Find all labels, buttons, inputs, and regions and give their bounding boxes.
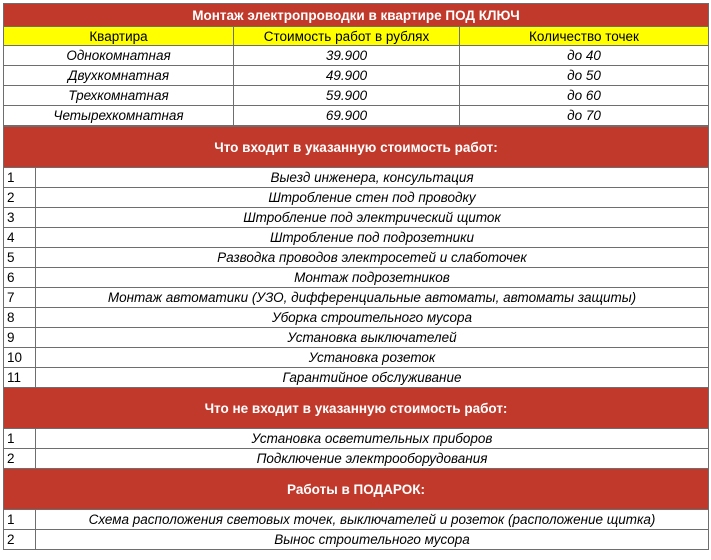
apartment-type: Трехкомнатная — [4, 86, 234, 106]
item-text: Штробление под электрический щиток — [36, 208, 709, 228]
item-text: Штробление под подрозетники — [36, 228, 709, 248]
work-price: 49.900 — [234, 66, 460, 86]
price-sheet — [3, 3, 708, 550]
list-item — [4, 308, 709, 328]
item-number: 6 — [4, 268, 36, 288]
points-count: до 40 — [460, 46, 709, 66]
list-item — [4, 530, 709, 550]
item-text: Установка осветительных приборов — [36, 429, 709, 449]
item-number: 1 — [4, 510, 36, 530]
item-text: Уборка строительного мусора — [36, 308, 709, 328]
list-item — [4, 208, 709, 228]
column-header-points: Количество точек — [460, 27, 709, 46]
item-text: Монтаж автоматики (УЗО, дифференциальные автоматы, автоматы защиты) — [36, 288, 709, 308]
item-number: 11 — [4, 368, 36, 388]
column-header-price: Стоимость работ в рублях — [234, 27, 460, 46]
list-item — [4, 348, 709, 368]
list-item — [4, 429, 709, 449]
item-number: 2 — [4, 188, 36, 208]
excluded-heading: Что не входит в указанную стоимость работ: — [4, 388, 709, 429]
list-item — [4, 228, 709, 248]
included-table — [3, 126, 709, 550]
list-item — [4, 168, 709, 188]
pricing-row — [4, 46, 709, 66]
item-text: Установка выключателей — [36, 328, 709, 348]
item-number: 2 — [4, 449, 36, 469]
pricing-row — [4, 66, 709, 86]
work-price: 69.900 — [234, 106, 460, 126]
item-text: Монтаж подрозетников — [36, 268, 709, 288]
item-text: Подключение электрооборудования — [36, 449, 709, 469]
list-item — [4, 449, 709, 469]
item-number: 10 — [4, 348, 36, 368]
item-text: Разводка проводов электросетей и слаботочек — [36, 248, 709, 268]
list-item — [4, 328, 709, 348]
item-text: Установка розеток — [36, 348, 709, 368]
list-item — [4, 288, 709, 308]
points-count: до 50 — [460, 66, 709, 86]
list-item — [4, 268, 709, 288]
included-heading: Что входит в указанную стоимость работ: — [4, 127, 709, 168]
list-item — [4, 510, 709, 530]
item-number: 5 — [4, 248, 36, 268]
apartment-type: Однокомнатная — [4, 46, 234, 66]
gift-heading: Работы в ПОДАРОК: — [4, 469, 709, 510]
item-number: 1 — [4, 168, 36, 188]
list-item — [4, 248, 709, 268]
item-text: Вынос строительного мусора — [36, 530, 709, 550]
item-text: Выезд инженера, консультация — [36, 168, 709, 188]
item-text: Штробление стен под проводку — [36, 188, 709, 208]
points-count: до 70 — [460, 106, 709, 126]
work-price: 39.900 — [234, 46, 460, 66]
apartment-type: Четырехкомнатная — [4, 106, 234, 126]
item-text: Гарантийное обслуживание — [36, 368, 709, 388]
item-text: Схема расположения световых точек, выключателей и розеток (расположение щитка) — [36, 510, 709, 530]
pricing-row — [4, 106, 709, 126]
item-number: 2 — [4, 530, 36, 550]
item-number: 9 — [4, 328, 36, 348]
item-number: 1 — [4, 429, 36, 449]
work-price: 59.900 — [234, 86, 460, 106]
list-item — [4, 368, 709, 388]
item-number: 7 — [4, 288, 36, 308]
item-number: 3 — [4, 208, 36, 228]
item-number: 8 — [4, 308, 36, 328]
points-count: до 60 — [460, 86, 709, 106]
item-number: 4 — [4, 228, 36, 248]
pricing-table — [3, 3, 709, 126]
list-item — [4, 188, 709, 208]
apartment-type: Двухкомнатная — [4, 66, 234, 86]
sheet-title: Монтаж электропроводки в квартире ПОД КЛЮЧ — [4, 4, 709, 27]
pricing-row — [4, 86, 709, 106]
column-header-apartment: Квартира — [4, 27, 234, 46]
